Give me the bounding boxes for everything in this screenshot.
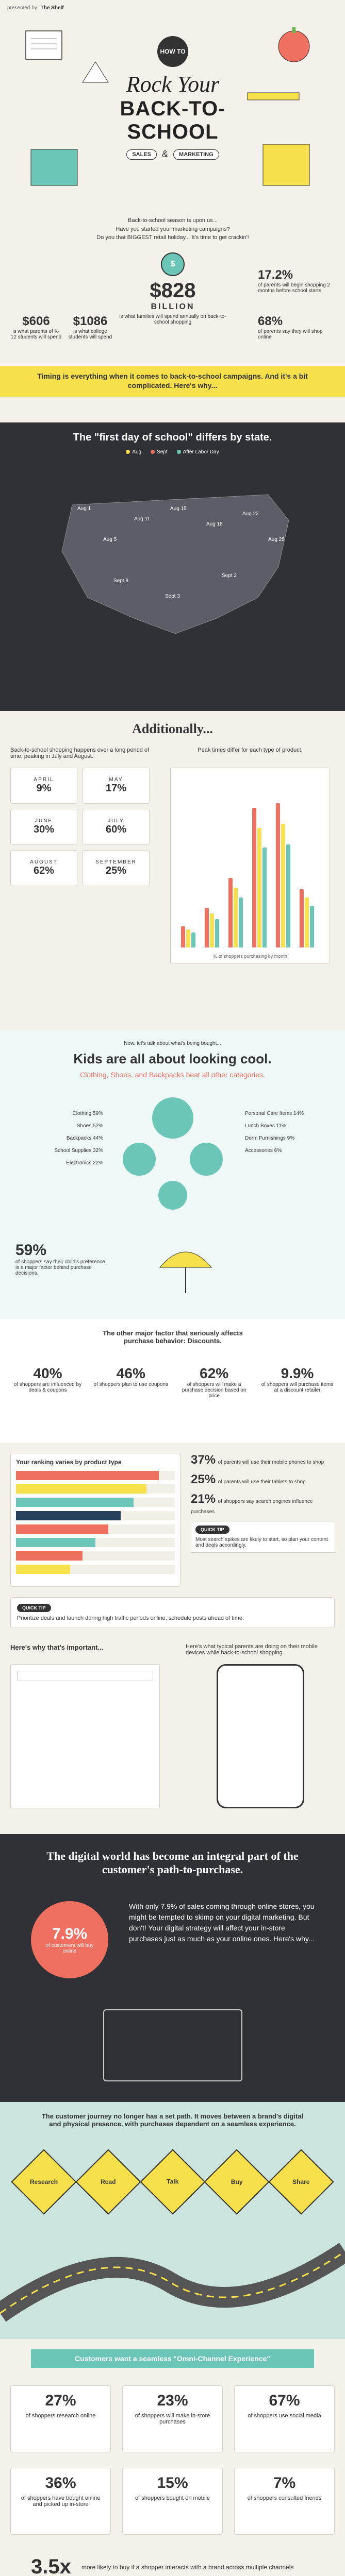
search-stat-2-note: of parents will use their tablets to shop <box>218 1479 306 1485</box>
ranking-bar <box>16 1524 108 1534</box>
discount-stat <box>260 1365 335 1399</box>
search-stat-3-note: of shoppers say search engines influence purchases <box>191 1499 313 1515</box>
product-bar <box>215 919 219 947</box>
digital-stat-note: of customers will buy online <box>45 1943 94 1954</box>
map-date-label: Aug 15 <box>170 506 187 512</box>
digital-section <box>0 1834 345 2102</box>
journey-sign-label: Share <box>292 2178 310 2185</box>
umbrella-stat <box>15 1242 108 1276</box>
stat-b-value: $1086 <box>73 314 108 328</box>
month-value: 17% <box>105 783 127 794</box>
ranking-bar <box>16 1498 134 1507</box>
search-stat-1 <box>191 1453 335 1467</box>
brand-header <box>7 5 64 11</box>
ranking-row <box>16 1538 175 1547</box>
product-chart <box>170 768 330 963</box>
month-grid <box>10 768 150 886</box>
intro-line-3: Do you that BIGGEST retail holiday... It's time to get crackin'! <box>96 234 249 241</box>
ranking-card <box>10 1453 180 1587</box>
raindrop-illustration <box>103 1087 242 1231</box>
omni-row-1 <box>10 2385 335 2452</box>
month-tile <box>10 809 77 845</box>
omni-stat-value: 7% <box>273 2475 296 2492</box>
omni-stat-value: 15% <box>157 2475 188 2492</box>
product-bar <box>181 926 185 947</box>
product-bar <box>210 913 214 947</box>
month-value: 30% <box>33 824 55 835</box>
month-value: 60% <box>105 824 127 835</box>
omni-stat <box>10 2468 111 2535</box>
discount-stat-value: 46% <box>116 1365 145 1381</box>
intro-section <box>0 216 345 422</box>
first-day-section <box>0 422 345 711</box>
discount-stats <box>10 1365 335 1399</box>
title-block <box>88 36 258 160</box>
legend-labor-dot <box>177 450 181 454</box>
map-date-label: Aug 5 <box>103 537 117 543</box>
intro-text <box>93 216 253 242</box>
brand-prefix: presented by <box>7 5 37 11</box>
first-day-legend <box>0 449 345 455</box>
ranking-bar <box>16 1551 83 1561</box>
month-tile <box>10 850 77 886</box>
phone-mock <box>217 1664 304 1808</box>
additionally-right-heading: Peak times differ for each type of product. <box>198 747 303 753</box>
how-to-label: HOW TO <box>160 48 186 55</box>
stat-b <box>64 314 116 340</box>
apple-doodle <box>278 31 309 62</box>
kids-category: Personal Care Items 14% <box>245 1111 304 1116</box>
search-screenshot <box>10 1664 160 1808</box>
how-to-badge <box>157 36 188 67</box>
product-bar <box>300 889 304 947</box>
ranking-row <box>16 1471 175 1480</box>
map-date-label: Sept 2 <box>222 573 237 579</box>
discount-stat-note: of shoppers will make a purchase decision based on price <box>182 1382 247 1399</box>
omni-stat-value: 36% <box>45 2475 76 2492</box>
product-bar <box>310 906 314 947</box>
stat-d-value: 68% <box>258 314 283 328</box>
search-stat-3 <box>191 1492 335 1516</box>
journey-sign <box>204 2149 270 2214</box>
money-bag-icon: $ <box>161 252 185 276</box>
journey-sign-label: Buy <box>231 2178 243 2185</box>
product-bar-area <box>181 778 324 947</box>
omni-stat-value: 67% <box>269 2392 300 2409</box>
umbrella-value: 59% <box>15 1242 47 1259</box>
kids-category: Accessories 6% <box>245 1148 282 1154</box>
money-value: $828 <box>150 279 196 302</box>
important-right: Here's what typical parents are doing on their mobile devices while back-to-school shopping. <box>186 1643 318 1656</box>
notebook-doodle <box>26 31 62 59</box>
omni-stat-note: of shoppers have bought online and picked up in-store <box>21 2495 101 2507</box>
legend-aug-label: Aug <box>132 449 142 455</box>
stat-d <box>258 314 335 340</box>
timing-banner <box>0 366 345 397</box>
kids-left-list <box>15 1108 103 1170</box>
product-bar <box>252 808 256 947</box>
omni-stat-note: of shoppers consulted friends <box>247 2495 322 2501</box>
ranking-bar <box>16 1484 146 1494</box>
umbrella-illustration <box>155 1236 217 1298</box>
journey-sign-label: Talk <box>166 2178 179 2185</box>
kids-category: Electronics 22% <box>66 1160 103 1166</box>
stat-c-note: of parents will begin shopping 2 months before school starts <box>258 282 331 294</box>
ranking-row <box>16 1511 175 1520</box>
discounts-intro: The other major factor that seriously affects purchase behavior: Discounts. <box>103 1329 243 1345</box>
discounts-section <box>0 1319 345 1443</box>
stat-d-note: of parents say they will shop online <box>258 329 323 340</box>
digital-stat-circle <box>31 1901 108 1978</box>
discount-stat-note: of shoppers plan to use coupons <box>93 1382 169 1387</box>
product-bar <box>257 828 261 947</box>
discount-stat-note: of shoppers are influenced by deals & coupons <box>13 1382 82 1393</box>
multiplier-value: 3.5x <box>31 2555 71 2576</box>
legend-sept-label: Sept <box>157 449 168 455</box>
quick-tip-text: Most search spikes are likely to start, so plan your content and deals accordingly. <box>195 1537 328 1548</box>
search-stat-2 <box>191 1472 335 1487</box>
kids-category: Lunch Boxes 11% <box>245 1123 286 1129</box>
month-name: APRIL <box>34 777 54 783</box>
product-bar <box>286 844 290 947</box>
money-stat <box>113 252 232 325</box>
month-name: JULY <box>108 818 124 824</box>
omni-stat-note: of shoppers will make in-store purchases <box>135 2413 210 2425</box>
product-bar <box>239 897 243 947</box>
additionally-title: Additionally... <box>132 721 213 736</box>
month-value: 25% <box>105 865 127 876</box>
product-chart-note: % of shoppers purchasing by month <box>213 954 287 959</box>
product-bar <box>305 897 309 947</box>
search-bar-mock <box>17 1671 153 1681</box>
map-date-label: Aug 18 <box>206 521 223 527</box>
additionally-left-heading: Back-to-school shopping happens over a long period of time, peaking in July and August. <box>10 747 150 759</box>
journey-road <box>0 2221 345 2334</box>
first-day-title: The "first day of school" differs by state. <box>73 432 272 443</box>
omni-stat <box>122 2385 223 2452</box>
omni-stat <box>234 2468 335 2535</box>
stat-c <box>258 268 335 294</box>
map-date-label: Aug 25 <box>268 537 285 543</box>
month-tile <box>83 850 150 886</box>
ranking-row <box>16 1551 175 1561</box>
omni-stat <box>122 2468 223 2535</box>
map-date-label: Sept 3 <box>165 594 180 599</box>
kids-subtitle: Clothing, Shoes, and Backpacks beat all other categories. <box>80 1071 265 1079</box>
drop-large <box>152 1097 193 1139</box>
quick-tip-2-label: QUICK TIP <box>17 1604 51 1612</box>
legend-aug <box>126 449 141 455</box>
discount-stat <box>93 1365 168 1399</box>
kids-kicker: Now, let's talk about what's being bought... <box>124 1041 221 1046</box>
ranking-row <box>16 1498 175 1507</box>
omni-banner <box>31 2349 314 2368</box>
journey-sign <box>11 2149 76 2214</box>
kids-category: Shoes 52% <box>76 1123 103 1129</box>
journey-sign-label: Research <box>29 2178 58 2185</box>
map-date-label: Sept 8 <box>113 578 128 584</box>
drop-right <box>190 1143 223 1176</box>
stat-a <box>10 314 62 340</box>
ranking-bar <box>16 1471 159 1480</box>
hero-title-line1: Rock Your <box>126 72 220 97</box>
ranking-rows <box>16 1471 175 1574</box>
omni-stat-value: 27% <box>45 2392 76 2409</box>
ranking-row <box>16 1484 175 1494</box>
brand-name[interactable]: The Shelf <box>40 5 64 11</box>
product-bar <box>186 929 190 947</box>
journey-sign-label: Read <box>101 2178 116 2185</box>
search-stats <box>191 1453 335 1553</box>
ranking-row <box>16 1565 175 1574</box>
discount-stat-note: of shoppers will purchase items at a discount retailer <box>261 1382 334 1393</box>
product-bar <box>228 878 233 947</box>
discount-stat-value: 9.9% <box>281 1365 314 1381</box>
month-name: MAY <box>109 777 123 783</box>
umbrella-note: of shoppers say their child's preference is a major factor behind purchase decisions. <box>15 1259 105 1276</box>
umbrella-icon <box>155 1236 217 1298</box>
month-tile <box>10 768 77 804</box>
month-name: SEPTEMBER <box>95 859 137 865</box>
ribbon-sales: SALES <box>126 149 157 160</box>
ranking-bar <box>16 1511 121 1520</box>
money-unit: BILLION <box>151 302 195 311</box>
header-section <box>0 0 345 216</box>
legend-sept-dot <box>151 450 155 454</box>
journey-sign <box>140 2149 205 2214</box>
omni-stat <box>234 2385 335 2452</box>
search-stat-1-note: of parents will use their mobile phones to shop <box>218 1460 324 1465</box>
discount-stat <box>10 1365 85 1399</box>
omni-row-2 <box>10 2468 335 2535</box>
ribbon-marketing: MARKETING <box>173 149 219 160</box>
hero-title-line2: BACK-TO-SCHOOL <box>120 97 226 143</box>
month-tile <box>83 768 150 804</box>
product-bar <box>281 824 285 947</box>
map-date-label: Aug 22 <box>242 511 259 517</box>
omni-stat <box>10 2385 111 2452</box>
product-bar <box>205 908 209 947</box>
omni-stat-value: 23% <box>157 2392 188 2409</box>
device-illustration <box>103 2009 242 2081</box>
discount-stat-value: 62% <box>200 1365 229 1381</box>
drop-bottom <box>158 1181 187 1210</box>
search-stat-2-value: 25% <box>191 1472 216 1486</box>
stat-a-value: $606 <box>22 314 50 328</box>
timing-banner-text: Timing is everything when it comes to back-to-school campaigns. And it's a bit complicated. Here's why... <box>37 372 308 389</box>
kids-right-list <box>245 1108 338 1157</box>
drop-left <box>123 1143 156 1176</box>
omni-banner-text: Customers want a seamless "Omni-Channel Experience" <box>75 2354 270 2363</box>
product-bar <box>234 888 238 947</box>
intro-line-2: Have you started your marketing campaigns? <box>116 226 230 232</box>
search-stat-3-value: 21% <box>191 1492 216 1506</box>
search-stat-1-value: 37% <box>191 1453 216 1467</box>
multiplier-note: more likely to buy if a shopper interacts with a brand across multiple channels <box>81 2563 294 2571</box>
ranking-card-title: Your ranking varies by product type <box>16 1459 122 1466</box>
intro-line-1: Back-to-school season is upon us... <box>128 217 218 224</box>
journey-signs <box>21 2159 324 2205</box>
ribbon <box>88 149 258 160</box>
ranking-bar <box>16 1538 95 1547</box>
quick-tip <box>191 1521 335 1553</box>
discount-stat <box>177 1365 252 1399</box>
month-value: 62% <box>33 865 55 876</box>
legend-sept <box>151 449 168 455</box>
month-tile <box>83 809 150 845</box>
digital-title: The digital world has become an integral part of the customer's path-to-purchase. <box>46 1850 299 1876</box>
product-bar <box>262 848 267 947</box>
journey-section <box>0 2102 345 2339</box>
important-left: Here's why that's important... <box>10 1643 104 1651</box>
kids-category: Dorm Furnishings 9% <box>245 1136 295 1141</box>
journey-sign <box>75 2149 141 2214</box>
ranking-row <box>16 1524 175 1534</box>
apple-stem <box>292 27 295 33</box>
digital-stat-value: 7.9% <box>52 1925 88 1942</box>
quick-tip-2-text: Prioritize deals and launch during high traffic periods online; schedule posts ahead of time. <box>17 1615 244 1621</box>
money-note: is what families will spend annually on back-to-school shopping <box>119 314 226 325</box>
kids-title: Kids are all about looking cool. <box>73 1051 272 1066</box>
additionally-section <box>0 711 345 1030</box>
stat-b-note: is what college students will spend <box>68 329 112 340</box>
umbrella-canopy <box>160 1252 211 1267</box>
kids-section <box>0 1030 345 1319</box>
month-value: 9% <box>36 783 52 794</box>
kids-category: Clothing 59% <box>72 1111 103 1116</box>
quick-tip-label: QUICK TIP <box>195 1526 229 1534</box>
lunchbox-doodle <box>263 144 309 185</box>
digital-text: With only 7.9% of sales coming through online stores, you might be tempted to skimp on your digital marketing. But don't! Your digital strategy will affect your in-store purchases just as much as your online ones. Here's why... <box>129 1902 315 1943</box>
discount-stat-value: 40% <box>33 1365 62 1381</box>
journey-intro: The customer journey no longer has a set path. It moves between a brand's digital and physical presence, with purchases dependent on a seamless experience. <box>41 2112 304 2128</box>
map-date-label: Aug 11 <box>134 516 150 522</box>
ranking-bar <box>16 1565 70 1574</box>
omni-stat-note: of shoppers bought on mobile <box>135 2495 210 2501</box>
ribbon-ampersand: & <box>162 149 169 159</box>
omni-stat-note: of shoppers research online <box>25 2413 96 2419</box>
map-date-label: Aug 1 <box>77 506 91 512</box>
journey-sign <box>268 2149 334 2214</box>
search-section <box>0 1443 345 1834</box>
us-map <box>0 464 345 706</box>
product-bar <box>276 803 280 947</box>
month-name: AUGUST <box>30 859 58 865</box>
stat-a-note: is what parents of K-12 students will spend <box>10 329 62 340</box>
legend-labor <box>177 449 219 455</box>
omni-stat-note: of shoppers use social media <box>248 2413 321 2419</box>
omni-section <box>0 2339 345 2576</box>
legend-labor-label: After Labor Day <box>183 449 219 455</box>
month-name: JUNE <box>35 818 53 824</box>
multiplier <box>31 2555 314 2576</box>
stat-c-value: 17.2% <box>258 268 293 282</box>
road-path <box>0 2251 345 2313</box>
kids-category: School Supplies 32% <box>54 1148 103 1154</box>
kids-drops <box>103 1087 242 1231</box>
kids-category: Backpacks 44% <box>66 1136 103 1141</box>
backpack-doodle <box>31 149 77 185</box>
quick-tip-2 <box>10 1597 335 1628</box>
product-bar <box>191 933 195 947</box>
legend-aug-dot <box>126 450 130 454</box>
